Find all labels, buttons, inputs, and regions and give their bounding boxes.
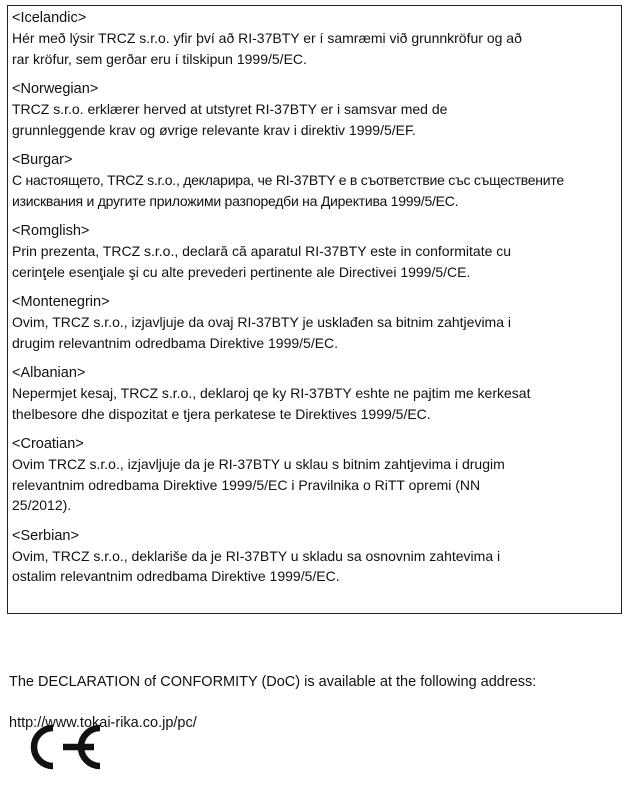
declaration-bulgarian <box>12 151 617 211</box>
declaration-text: Ovim TRCZ s.r.o., izjavljuje da je RI-37BTY u sklau s bitnim zahtjevima i drugim relevantnim odredbama Direktive 1999/5/EC i Pravilnika o RiTT opremi (NN 25/2012). <box>12 456 505 513</box>
declaration-albanian <box>12 364 617 424</box>
declaration-text: Hér með lýsir TRCZ s.r.o. yfir því að RI-37BTY er í samræmi við grunnkröfur og að rar kröfur, sem gerðar eru í tilskipun 1999/5/EC. <box>12 30 522 67</box>
declarations-box <box>7 5 622 614</box>
language-tag: <Montenegrin> <box>12 294 110 310</box>
language-tag: <Romglish> <box>12 223 90 239</box>
declaration-romanian <box>12 222 617 282</box>
language-tag: <Croatian> <box>12 436 84 452</box>
ce-mark-c <box>34 728 53 766</box>
declaration-text: TRCZ s.r.o. erklærer herved at utstyret RI-37BTY er i samsvar med de grunnleggende krav og øvrige relevante krav i direktiv 1999/5/EF. <box>12 101 448 138</box>
declaration-norwegian <box>12 80 617 140</box>
declaration-montenegrin <box>12 293 617 353</box>
declaration-text: Ovim, TRCZ s.r.o., izjavljuje da ovaj RI-37BTY je usklađen sa bitnim zahtjevima i drugim relevantnim odredbama Direktive 1999/5/EC. <box>12 314 512 351</box>
language-tag: <Serbian> <box>12 527 79 544</box>
declaration-icelandic <box>12 9 617 69</box>
language-tag: <Icelandic> <box>12 10 87 26</box>
declaration-serbian <box>12 527 617 587</box>
language-tag: <Albanian> <box>12 365 86 381</box>
declaration-croatian <box>12 435 617 516</box>
declaration-text: Nepermjet kesaj, TRCZ s.r.o., deklaroj qe ky RI-37BTY eshte ne pajtim me kerkesat thelbesore dhe dispozitat e tjera perkatese te Direktives 1999/5/EC. <box>12 385 531 422</box>
language-tag: <Norwegian> <box>12 81 99 97</box>
ce-mark-icon <box>9 722 104 772</box>
declaration-text: Ovim, TRCZ s.r.o., deklariše da je RI-37BTY u skladu sa osnovnim zahtevima i ostalim relevantnim odredbama Direktive 1999/5/EC. <box>12 547 501 584</box>
declaration-text: С настоящето, TRCZ s.r.o., декларира, че RI-37BTY е в съответствие със съществените изисквания и другите приложими разпоредби на Директива 1999/5/EC. <box>12 172 564 209</box>
doc-notice-text: The DECLARATION of CONFORMITY (DoC) is available at the following address: <box>9 673 537 690</box>
doc-notice-url: http://www.tokai-rika.co.jp/pc/ <box>9 714 197 731</box>
language-tag: <Burgar> <box>12 152 73 168</box>
declaration-text: Prin prezenta, TRCZ s.r.o., declară că aparatul RI-37BTY este in conformitate cu cerinţele esenţiale şi cu alte prevederi pertinente ale Directivei 1999/5/CE. <box>12 243 512 280</box>
